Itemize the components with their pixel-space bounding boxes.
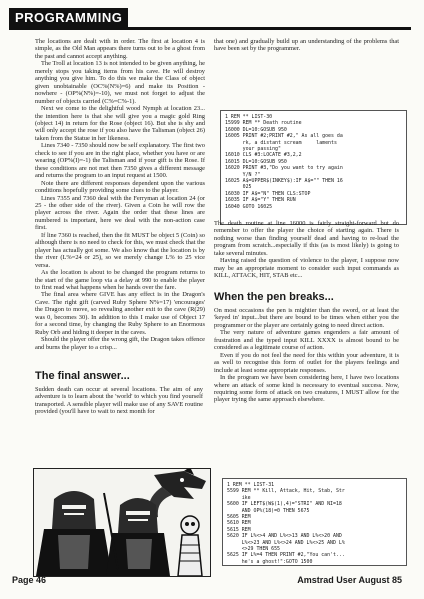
paragraph: that one) and gradually build up an understanding of the problems that have been set by the programmer.	[214, 38, 399, 53]
paragraph: Next we come to the delightful wood Nymph at location 23... the intention here is that she will give you a magic gold Ring (object 14) in return for the Rose (object 16). But she is shy and will only accept the rose if you also have the Talisman (object 26) taken from the Statue in her likeness.	[35, 105, 205, 142]
section-header	[9, 8, 411, 30]
page-number: Page 46	[12, 575, 47, 585]
paragraph: As the location is about to be changed the program returns to the start of the game loop via a delay at 990 to enable the player to first read what happens when he hands over the fare.	[35, 269, 205, 291]
paragraph: Note there are different responses dependent upon the various conditions hopefully providing some clues to the player.	[35, 179, 205, 195]
knights-dragon-illustration	[34, 469, 210, 576]
magazine-issue: Amstrad User August 85	[297, 575, 402, 585]
paragraph: Sudden death can occur at several locations. The aim of any adventure is to learn about the 'world' to which you find yourself transported. A sensible player will make use of any SAVE routine provided (you'll have to wait to next month for	[35, 386, 203, 416]
paragraph: The very nature of adventure games engenders a fair amount of frustration and the typed input KILL XXXX is almost bound to be considered as a legitimate course of action.	[214, 329, 399, 352]
code-listing-31: 1 REM ** LIST-31 5599 REM ** Kill, Attack, Hit, Stab, Str ike 5600 IF LEFT$(W$(1),4)="STRI" AND NI=18 AND OP%(18)=0 THEN 5675 5605 REM 5610 REM 5615 REM 5620 IF L%<>4 AND L%<>13 AND L%<>20 AND L%<>23 AND L%<>24 AND L%<>25 AND L% <>29 THEN 655 5625 IF L%=4 THEN PRINT #2,"You can't... he's a ghost!":GOTO 1500	[222, 478, 407, 566]
paragraph: If line 7360 is reached, then the fit MUST be object 5 (Coin) so although there is no need to check for this, we must check that the player has actually got some. We also know that the location is by the river (L%=24 or 25), so we merely change L% to 25 vice versa.	[35, 231, 205, 269]
paragraph: In the program we have been considering here, I have two locations where an attack of some kind is necessary to eventual success. Now, requiring some form of attack on two creatures, I MUST allow for the player trying the same approach elsewhere.	[214, 374, 399, 404]
paragraph: Should the player offer the wrong gift, the Dragon takes offence and burns the player to a crisp...	[35, 336, 205, 351]
paragraph: Even if you do not feel the need for this within your adventure, it is as well to recognise this form of outlet for the players feelings and include at least some appropriate responses.	[214, 351, 399, 374]
section-title: PROGRAMMING	[9, 8, 128, 27]
paragraph: On most occasions the pen is mightier than the sword, or at least the 'keyed in' input...but there are bound to be times when either you the programmer or the player are certainly going to need direct action.	[214, 307, 399, 329]
column-1-lower-text	[35, 386, 203, 416]
paragraph: The locations are dealt with in order. The first at location 4 is simple, as the Old Man appears there turns out to be a ghost from the past and cannot accept anything.	[35, 38, 205, 60]
paragraph: Having raised the question of violence to the player, I suppose now may be an appropriate moment to consider such input commands as KILL, ATTACK, HIT, STAB etc...	[214, 257, 399, 280]
paragraph: Lines 7355 and 7360 deal with the Ferryman at location 24 (or 25 - the other side of the river). Given a Coin he will row the player across the river. Again the order that these lines are numbered is important, here we deal with the non-action case first.	[35, 194, 205, 232]
heading-final-answer: The final answer...	[35, 370, 130, 382]
column-2-intro	[214, 38, 399, 53]
column-1-text	[35, 38, 205, 351]
paragraph: The final area where GIVE has any effect is in the Dragon's Cave. The right gift (carved Ruby Sphere N%=17) 'encourages' the Dragon to move, so revealing another exit to the cave (R(29) was 0, becomes 30). In addition to this I make use of Object 17 for a second time, by changing the Ruby Sphere to an Enormous Ruby Orb and hiding it deeper in the caves.	[35, 291, 205, 336]
illustration	[33, 468, 211, 577]
paragraph: The Troll at location 13 is not intended to be given anything, he merely stops you taking items from his cave. He will destroy anything you give him. To do this we make the Class of object given unobtainable (OC%(N%)=6) and make its Position - nowhere - (OP%(N%)=-10), we must not forget to adjust the number of objects carried (C%=C%-1).	[35, 60, 205, 105]
heading-pen-breaks: When the pen breaks...	[214, 291, 334, 303]
paragraph: Lines 7340 - 7350 should now be self explanatory. The first two check to see if you are in the right place, whether you have or are wearing (OP%(I)=-1) the Talisman and if your gift is the Rose. If these conditions are not met then 7350 gives a different message and returns the program to an input request at 1500.	[35, 142, 205, 180]
column-2-text	[214, 220, 399, 280]
column-2-lower-text	[214, 307, 399, 404]
paragraph: The death routine at line 16000 is fairly straight-forward but do remember to offer the player the choice of starting again. There is nothing worse than finding yourself dead and having to re-load the program from scratch...especially if this (as is most likely) is going to take several minutes.	[214, 220, 399, 257]
code-listing-30: 1 REM ** LIST-30 15999 REM ** Death routine 16000 DL=10:GOSUB 950 16005 PRINT #2;PRINT #2," As all goes da rk, a distant scream laments your passing" 16010 CLS #3:LOCATE #3,2,2 16015 DL=10:GOSUB 950 16020 PRINT #3,"Do you want to try again Y/N ?" 16025 A$=UPPER$(INKEY$):IF A$="" THEN 16 025 16030 IF A$="N" THEN CLS:STOP 16035 IF A$="Y" THEN RUN 16040 GOTO 16025	[220, 110, 407, 225]
